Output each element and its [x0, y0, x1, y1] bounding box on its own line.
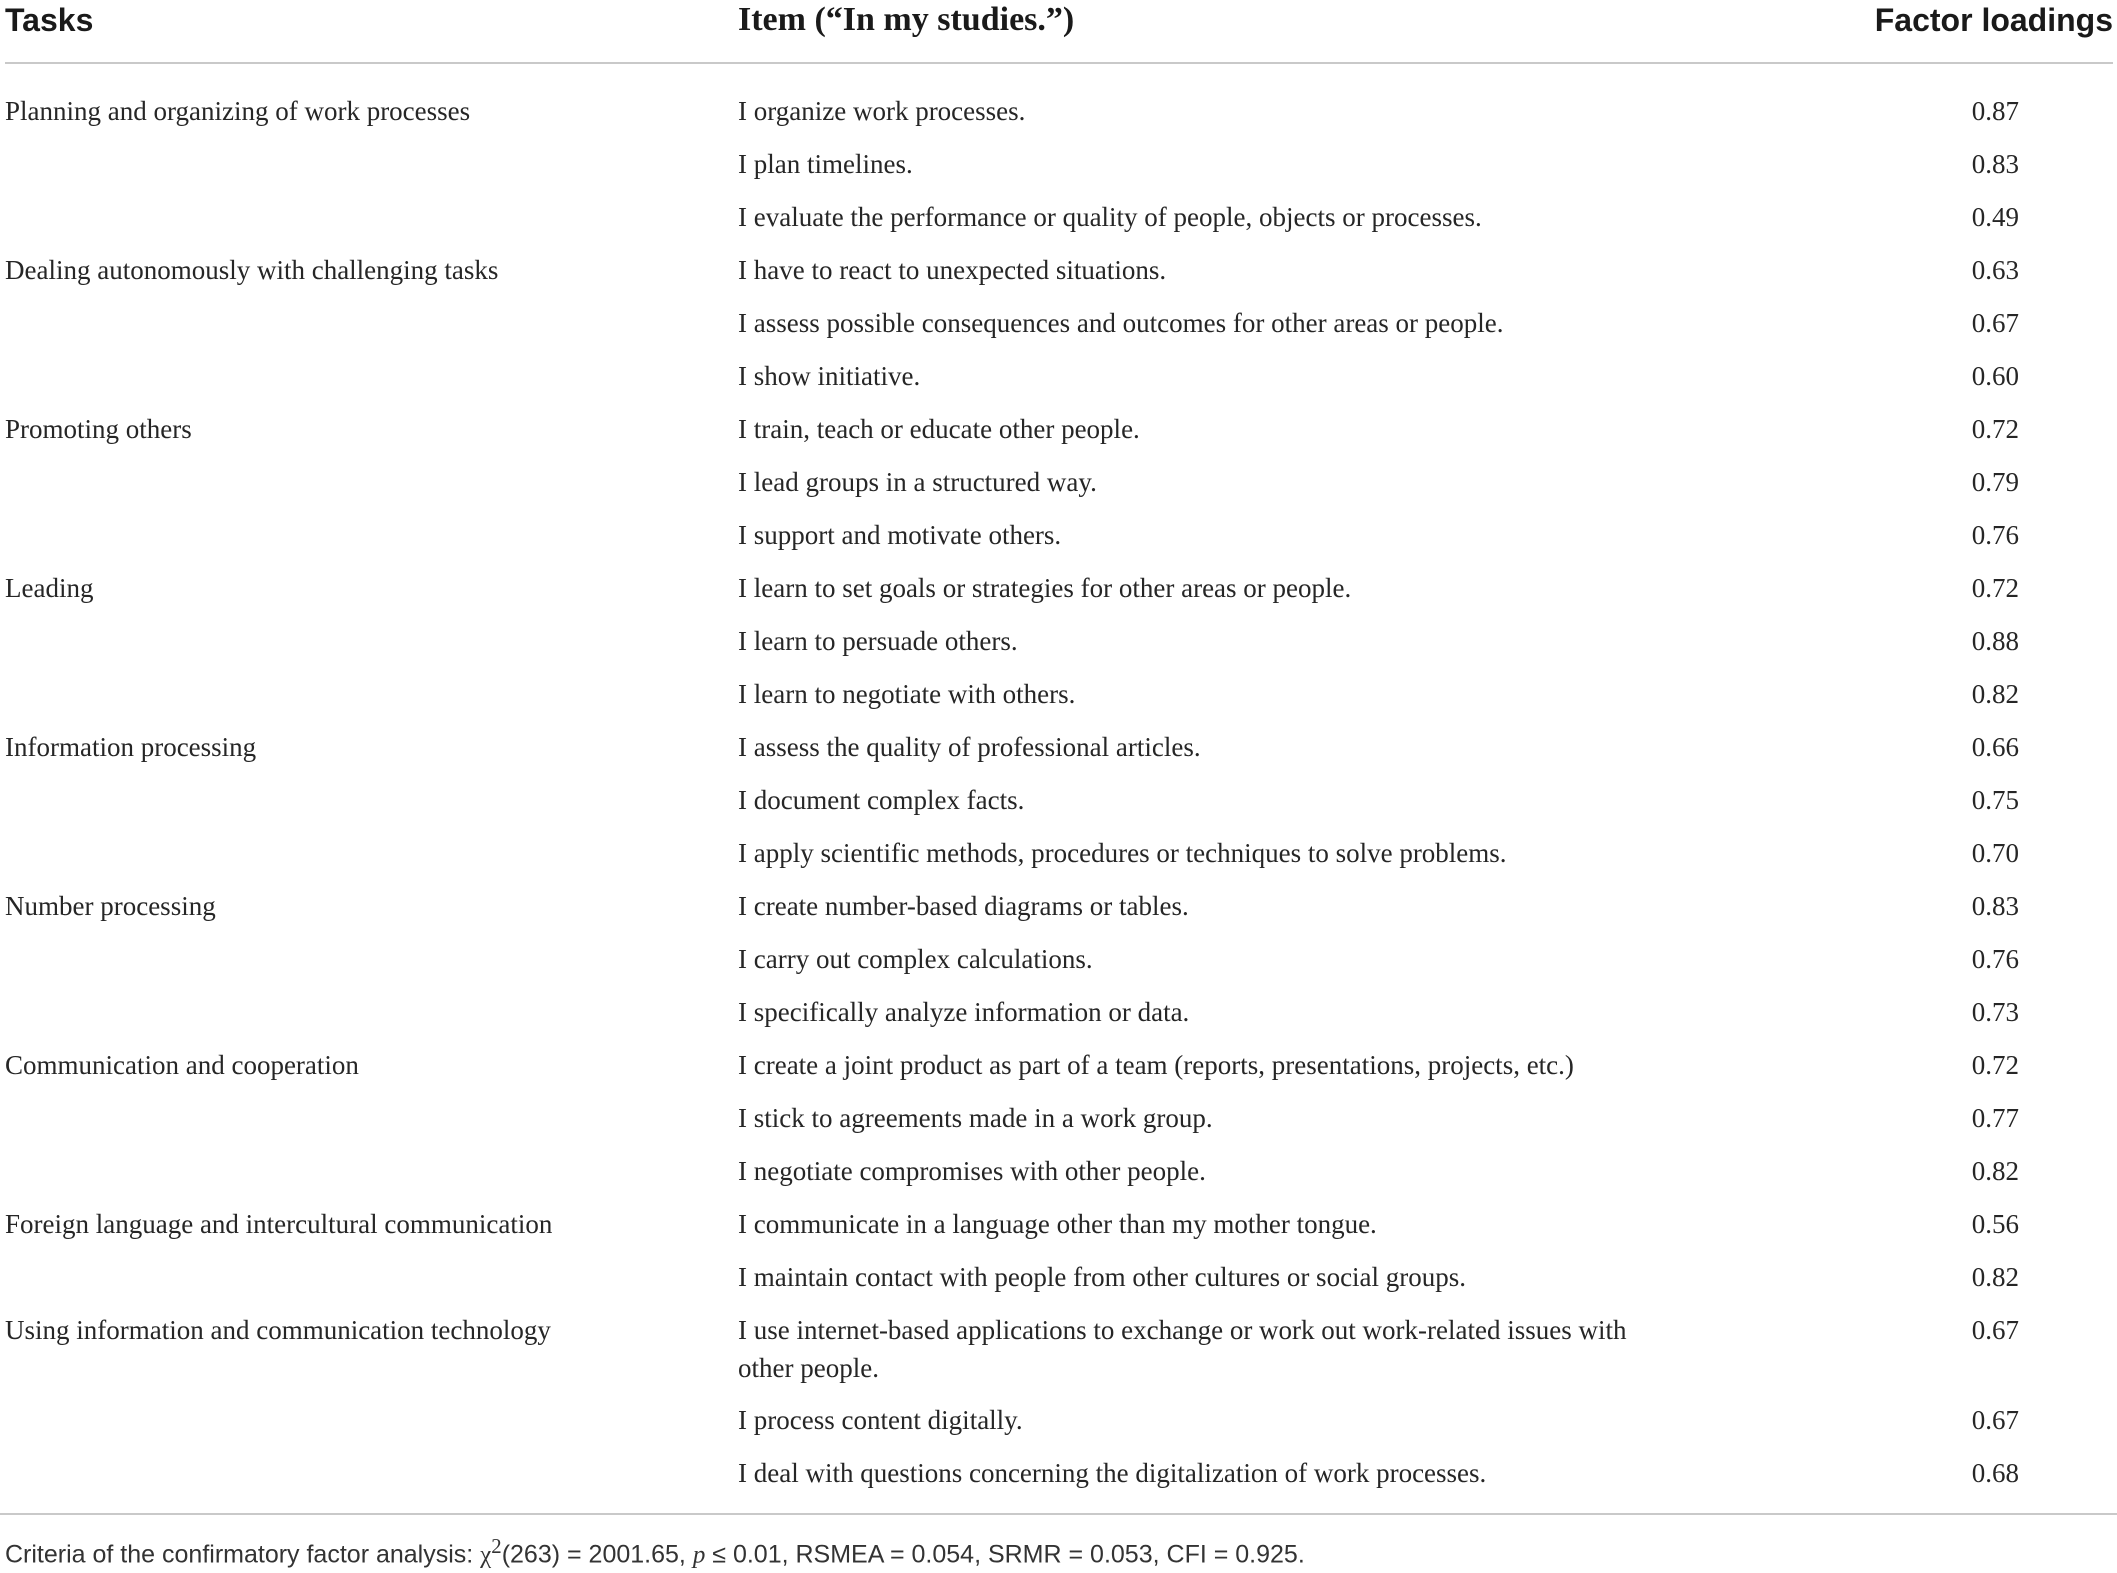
- table-row: [5, 357, 2113, 410]
- item-cell: I process content digitally.: [738, 1405, 1023, 1435]
- item-cell: I apply scientific methods, procedures or techniques to solve problems.: [738, 838, 1507, 868]
- loading-cell: 0.72: [1971, 573, 2019, 603]
- item-cell: I deal with questions concerning the digitalization of work processes.: [738, 1458, 1487, 1488]
- task-cell: [5, 940, 738, 993]
- loading-cell: 0.82: [1971, 1262, 2019, 1292]
- item-cell: I learn to negotiate with others.: [738, 679, 1076, 709]
- item-cell: I organize work processes.: [738, 96, 1026, 126]
- loading-cell: 0.87: [1971, 96, 2019, 126]
- task-cell: [5, 781, 738, 834]
- table-row: [5, 940, 2113, 993]
- loading-cell: 0.83: [1971, 891, 2019, 921]
- loading-cell: 0.49: [1971, 202, 2019, 232]
- loading-cell: 0.63: [1971, 255, 2019, 285]
- item-cell: I support and motivate others.: [738, 520, 1062, 550]
- loading-cell: 0.77: [1971, 1103, 2019, 1133]
- task-cell: Promoting others: [5, 414, 192, 444]
- task-cell: [5, 675, 738, 728]
- item-cell: I create a joint product as part of a team (reports, presentations, projects, etc.): [738, 1050, 1574, 1080]
- table-row: [5, 993, 2113, 1046]
- task-cell: Planning and organizing of work processes: [5, 96, 471, 126]
- item-cell: I evaluate the performance or quality of people, objects or processes.: [738, 202, 1482, 232]
- table-row: [5, 675, 2113, 728]
- loading-cell: 0.68: [1971, 1458, 2019, 1488]
- item-cell: I assess possible consequences and outcomes for other areas or people.: [738, 308, 1504, 338]
- chi-symbol: χ: [480, 1541, 492, 1569]
- item-cell: I lead groups in a structured way.: [738, 467, 1097, 497]
- table-row: [5, 1099, 2113, 1152]
- chi-value: (263) = 2001.65,: [501, 1540, 693, 1569]
- header-item: Item (“In my studies.”): [738, 0, 1765, 63]
- loading-cell: 0.72: [1971, 1050, 2019, 1080]
- task-cell: [5, 304, 738, 357]
- loading-cell: 0.72: [1971, 414, 2019, 444]
- table-row: [5, 1311, 2113, 1401]
- task-cell: [5, 1454, 738, 1521]
- item-cell: I specifically analyze information or data.: [738, 997, 1190, 1027]
- task-cell: Leading: [5, 573, 94, 603]
- item-cell: I maintain contact with people from other cultures or social groups.: [738, 1262, 1467, 1292]
- task-cell: [5, 516, 738, 569]
- loading-cell: 0.67: [1971, 1315, 2019, 1345]
- task-cell: [5, 1152, 738, 1205]
- item-cell: I carry out complex calculations.: [738, 944, 1093, 974]
- task-cell: Foreign language and intercultural communication: [5, 1209, 553, 1239]
- table-row: [5, 569, 2113, 622]
- factor-loadings-table: [5, 0, 2113, 1521]
- table-row: [5, 1258, 2113, 1311]
- loading-cell: 0.60: [1971, 361, 2019, 391]
- table-row: [5, 463, 2113, 516]
- item-cell: I train, teach or educate other people.: [738, 414, 1140, 444]
- loading-cell: 0.76: [1971, 520, 2019, 550]
- task-cell: [5, 357, 738, 410]
- p-symbol: p: [692, 1541, 706, 1569]
- table-row: [5, 63, 2113, 145]
- table-row: [5, 1454, 2113, 1521]
- task-cell: [5, 145, 738, 198]
- table-row: [5, 145, 2113, 198]
- factor-loadings-table-container: [5, 0, 2113, 1521]
- loading-cell: 0.70: [1971, 838, 2019, 868]
- header-factor-loadings: Factor loadings: [1765, 0, 2113, 63]
- chi-superscript: 2: [491, 1534, 502, 1558]
- loading-cell: 0.82: [1971, 1156, 2019, 1186]
- table-row: [5, 516, 2113, 569]
- table-header: [5, 0, 2113, 63]
- table-row: [5, 198, 2113, 251]
- fit-indices: ≤ 0.01, RSMEA = 0.054, SRMR = 0.053, CFI = 0.925.: [705, 1540, 1305, 1569]
- loading-cell: 0.82: [1971, 679, 2019, 709]
- task-cell: [5, 993, 738, 1046]
- item-cell: I stick to agreements made in a work group.: [738, 1103, 1213, 1133]
- item-cell: I create number-based diagrams or tables.: [738, 891, 1189, 921]
- header-row: [5, 0, 2113, 63]
- table-body: [5, 63, 2113, 1521]
- task-cell: [5, 463, 738, 516]
- loading-cell: 0.83: [1971, 149, 2019, 179]
- item-cell: I communicate in a language other than my mother tongue.: [738, 1209, 1377, 1239]
- table-row: [5, 1205, 2113, 1258]
- task-cell: [5, 834, 738, 887]
- loading-cell: 0.88: [1971, 626, 2019, 656]
- table-row: [5, 622, 2113, 675]
- task-cell: [5, 198, 738, 251]
- table-row: [5, 728, 2113, 781]
- task-cell: Communication and cooperation: [5, 1050, 359, 1080]
- table-row: [5, 887, 2113, 940]
- loading-cell: 0.56: [1971, 1209, 2019, 1239]
- task-cell: [5, 1258, 738, 1311]
- task-cell: [5, 1099, 738, 1152]
- table-row: [5, 304, 2113, 357]
- item-cell: I have to react to unexpected situations.: [738, 255, 1167, 285]
- table-row: [5, 410, 2113, 463]
- table-row: [5, 1152, 2113, 1205]
- header-tasks: Tasks: [5, 0, 738, 63]
- footnote-divider: [0, 1513, 2117, 1515]
- footnote-prefix: Criteria of the confirmatory factor analysis:: [5, 1540, 481, 1569]
- loading-cell: 0.73: [1971, 997, 2019, 1027]
- task-cell: Number processing: [5, 891, 216, 921]
- task-cell: Using information and communication technology: [5, 1315, 551, 1345]
- table-row: [5, 1046, 2113, 1099]
- task-cell: Dealing autonomously with challenging tasks: [5, 255, 499, 285]
- table-row: [5, 781, 2113, 834]
- loading-cell: 0.66: [1971, 732, 2019, 762]
- item-cell: I use internet-based applications to exchange or work out work-related issues with other people.: [738, 1315, 1627, 1383]
- item-cell: I show initiative.: [738, 361, 921, 391]
- loading-cell: 0.79: [1971, 467, 2019, 497]
- loading-cell: 0.67: [1971, 308, 2019, 338]
- task-cell: Information processing: [5, 732, 257, 762]
- item-cell: I learn to set goals or strategies for other areas or people.: [738, 573, 1352, 603]
- table-row: [5, 834, 2113, 887]
- footnote: [5, 1534, 1305, 1569]
- loading-cell: 0.67: [1971, 1405, 2019, 1435]
- task-cell: [5, 1401, 738, 1454]
- table-row: [5, 1401, 2113, 1454]
- loading-cell: 0.75: [1971, 785, 2019, 815]
- item-cell: I document complex facts.: [738, 785, 1025, 815]
- item-cell: I plan timelines.: [738, 149, 913, 179]
- item-cell: I assess the quality of professional articles.: [738, 732, 1201, 762]
- item-cell: I learn to persuade others.: [738, 626, 1018, 656]
- loading-cell: 0.76: [1971, 944, 2019, 974]
- task-cell: [5, 622, 738, 675]
- table-row: [5, 251, 2113, 304]
- item-cell: I negotiate compromises with other people.: [738, 1156, 1206, 1186]
